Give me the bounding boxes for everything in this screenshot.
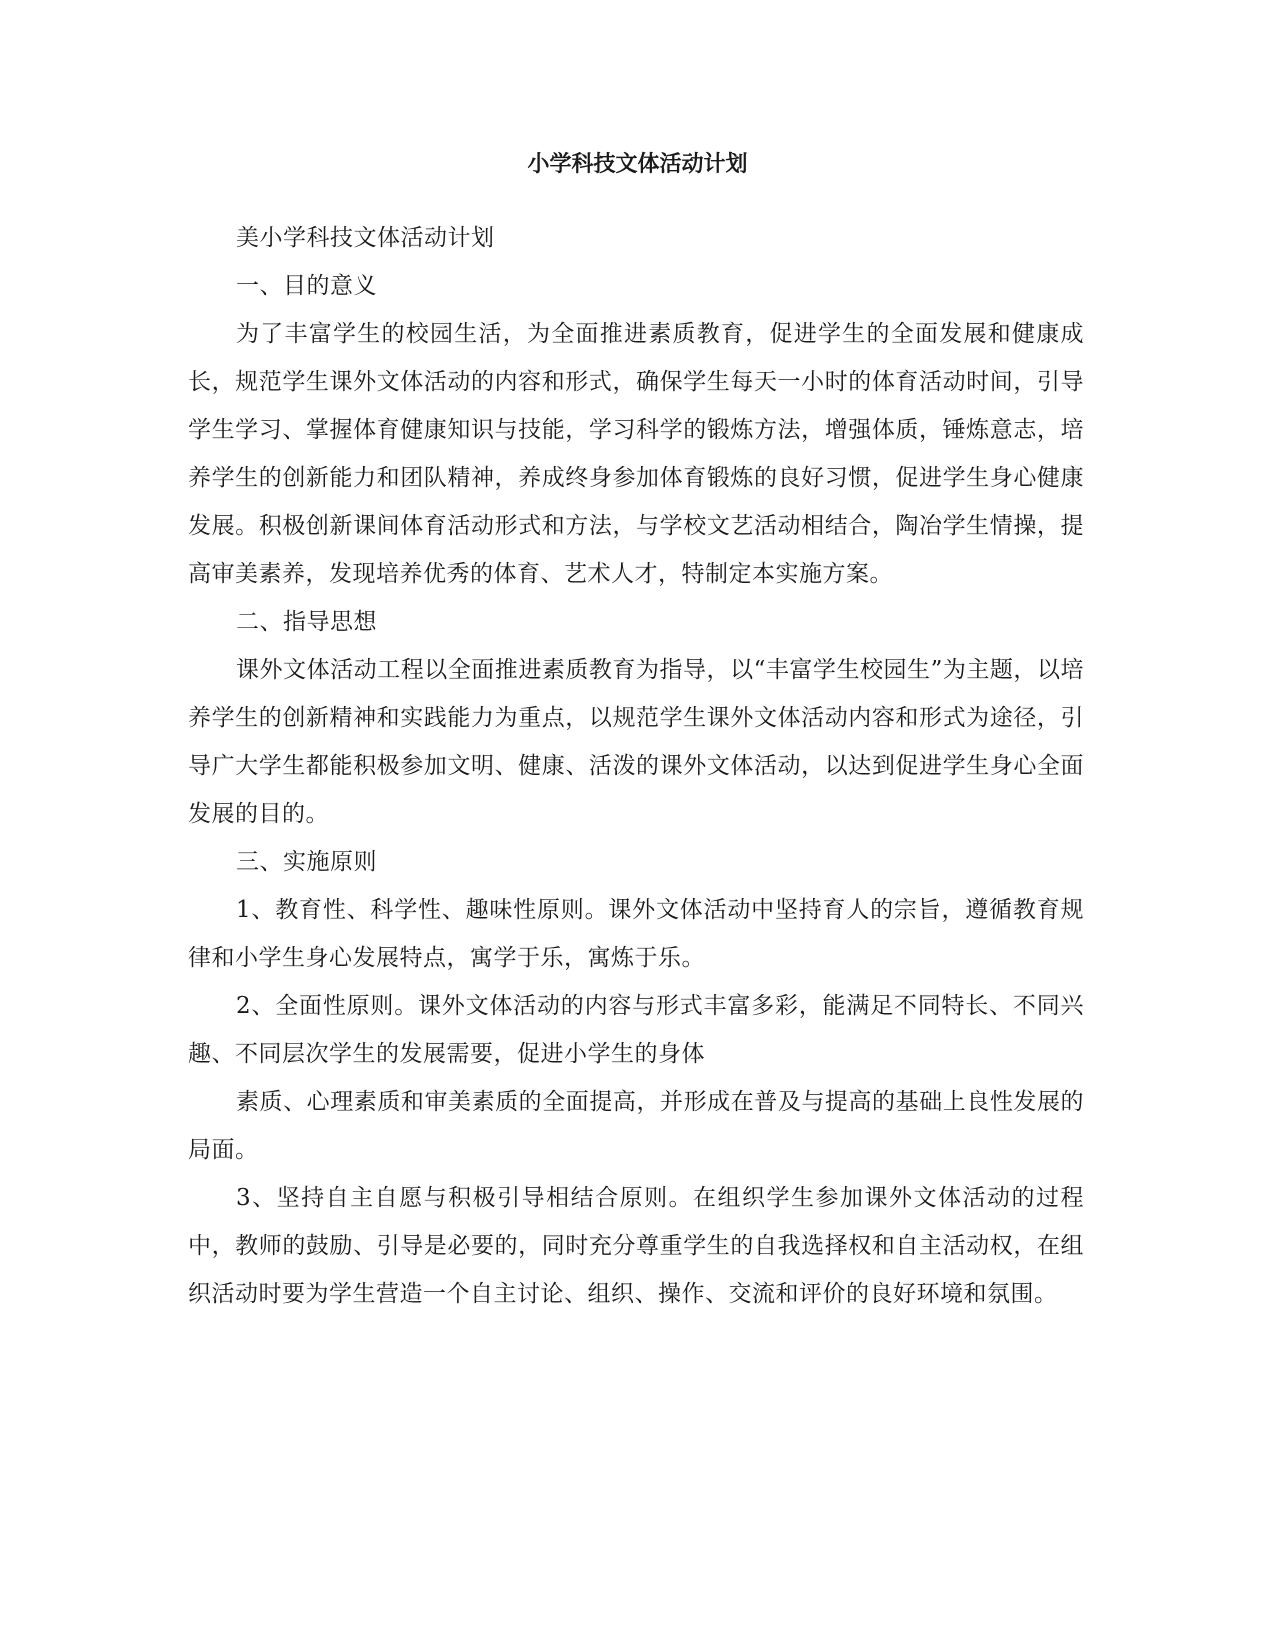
- document-body: [188, 214, 1084, 1318]
- principle-item-3: 3、坚持自主自愿与积极引导相结合原则。在组织学生参加课外文体活动的过程中，教师的鼓励、引导是必要的，同时充分尊重学生的自我选择权和自主活动权，在组织活动时要为学生营造一个自主讨论、组织、操作、交流和评价的良好环境和氛围。: [188, 1185, 1084, 1307]
- principle-item-2: 2、全面性原则。课外文体活动的内容与形式丰富多彩，能满足不同特长、不同兴趣、不同层次学生的发展需要，促进小学生的身体: [188, 993, 1084, 1067]
- section-heading-guiding-ideology: 二、指导思想: [236, 609, 377, 635]
- document-subtitle: 美小学科技文体活动计划: [236, 225, 495, 251]
- paragraph-purpose: 为了丰富学生的校园生活，为全面推进素质教育，促进学生的全面发展和健康成长，规范学生课外文体活动的内容和形式，确保学生每天一小时的体育活动时间，引导学生学习、掌握体育健康知识与技能，学习科学的锻炼方法，增强体质，锤炼意志，培养学生的创新能力和团队精神，养成终身参加体育锻炼的良好习惯，促进学生身心健康发展。积极创新课间体育活动形式和方法，与学校文艺活动相结合，陶冶学生情操，提高审美素养，发现培养优秀的体育、艺术人才，特制定本实施方案。: [188, 321, 1084, 587]
- section-heading-purpose: 一、目的意义: [236, 273, 377, 299]
- document-title: 小学科技文体活动计划: [527, 151, 748, 177]
- principle-item-1: 1、教育性、科学性、趣味性原则。课外文体活动中坚持育人的宗旨，遵循教育规律和小学生身心发展特点，寓学于乐，寓炼于乐。: [188, 897, 1084, 971]
- section-heading-principles: 三、实施原则: [236, 849, 377, 875]
- principle-item-2-continued: 素质、心理素质和审美素质的全面提高，并形成在普及与提高的基础上良性发展的局面。: [188, 1089, 1084, 1163]
- paragraph-guiding-ideology: 课外文体活动工程以全面推进素质教育为指导，以“丰富学生校园生”为主题，以培养学生的创新精神和实践能力为重点，以规范学生课外文体活动内容和形式为途径，引导广大学生都能积极参加文明、健康、活泼的课外文体活动，以达到促进学生身心全面发展的目的。: [188, 657, 1084, 827]
